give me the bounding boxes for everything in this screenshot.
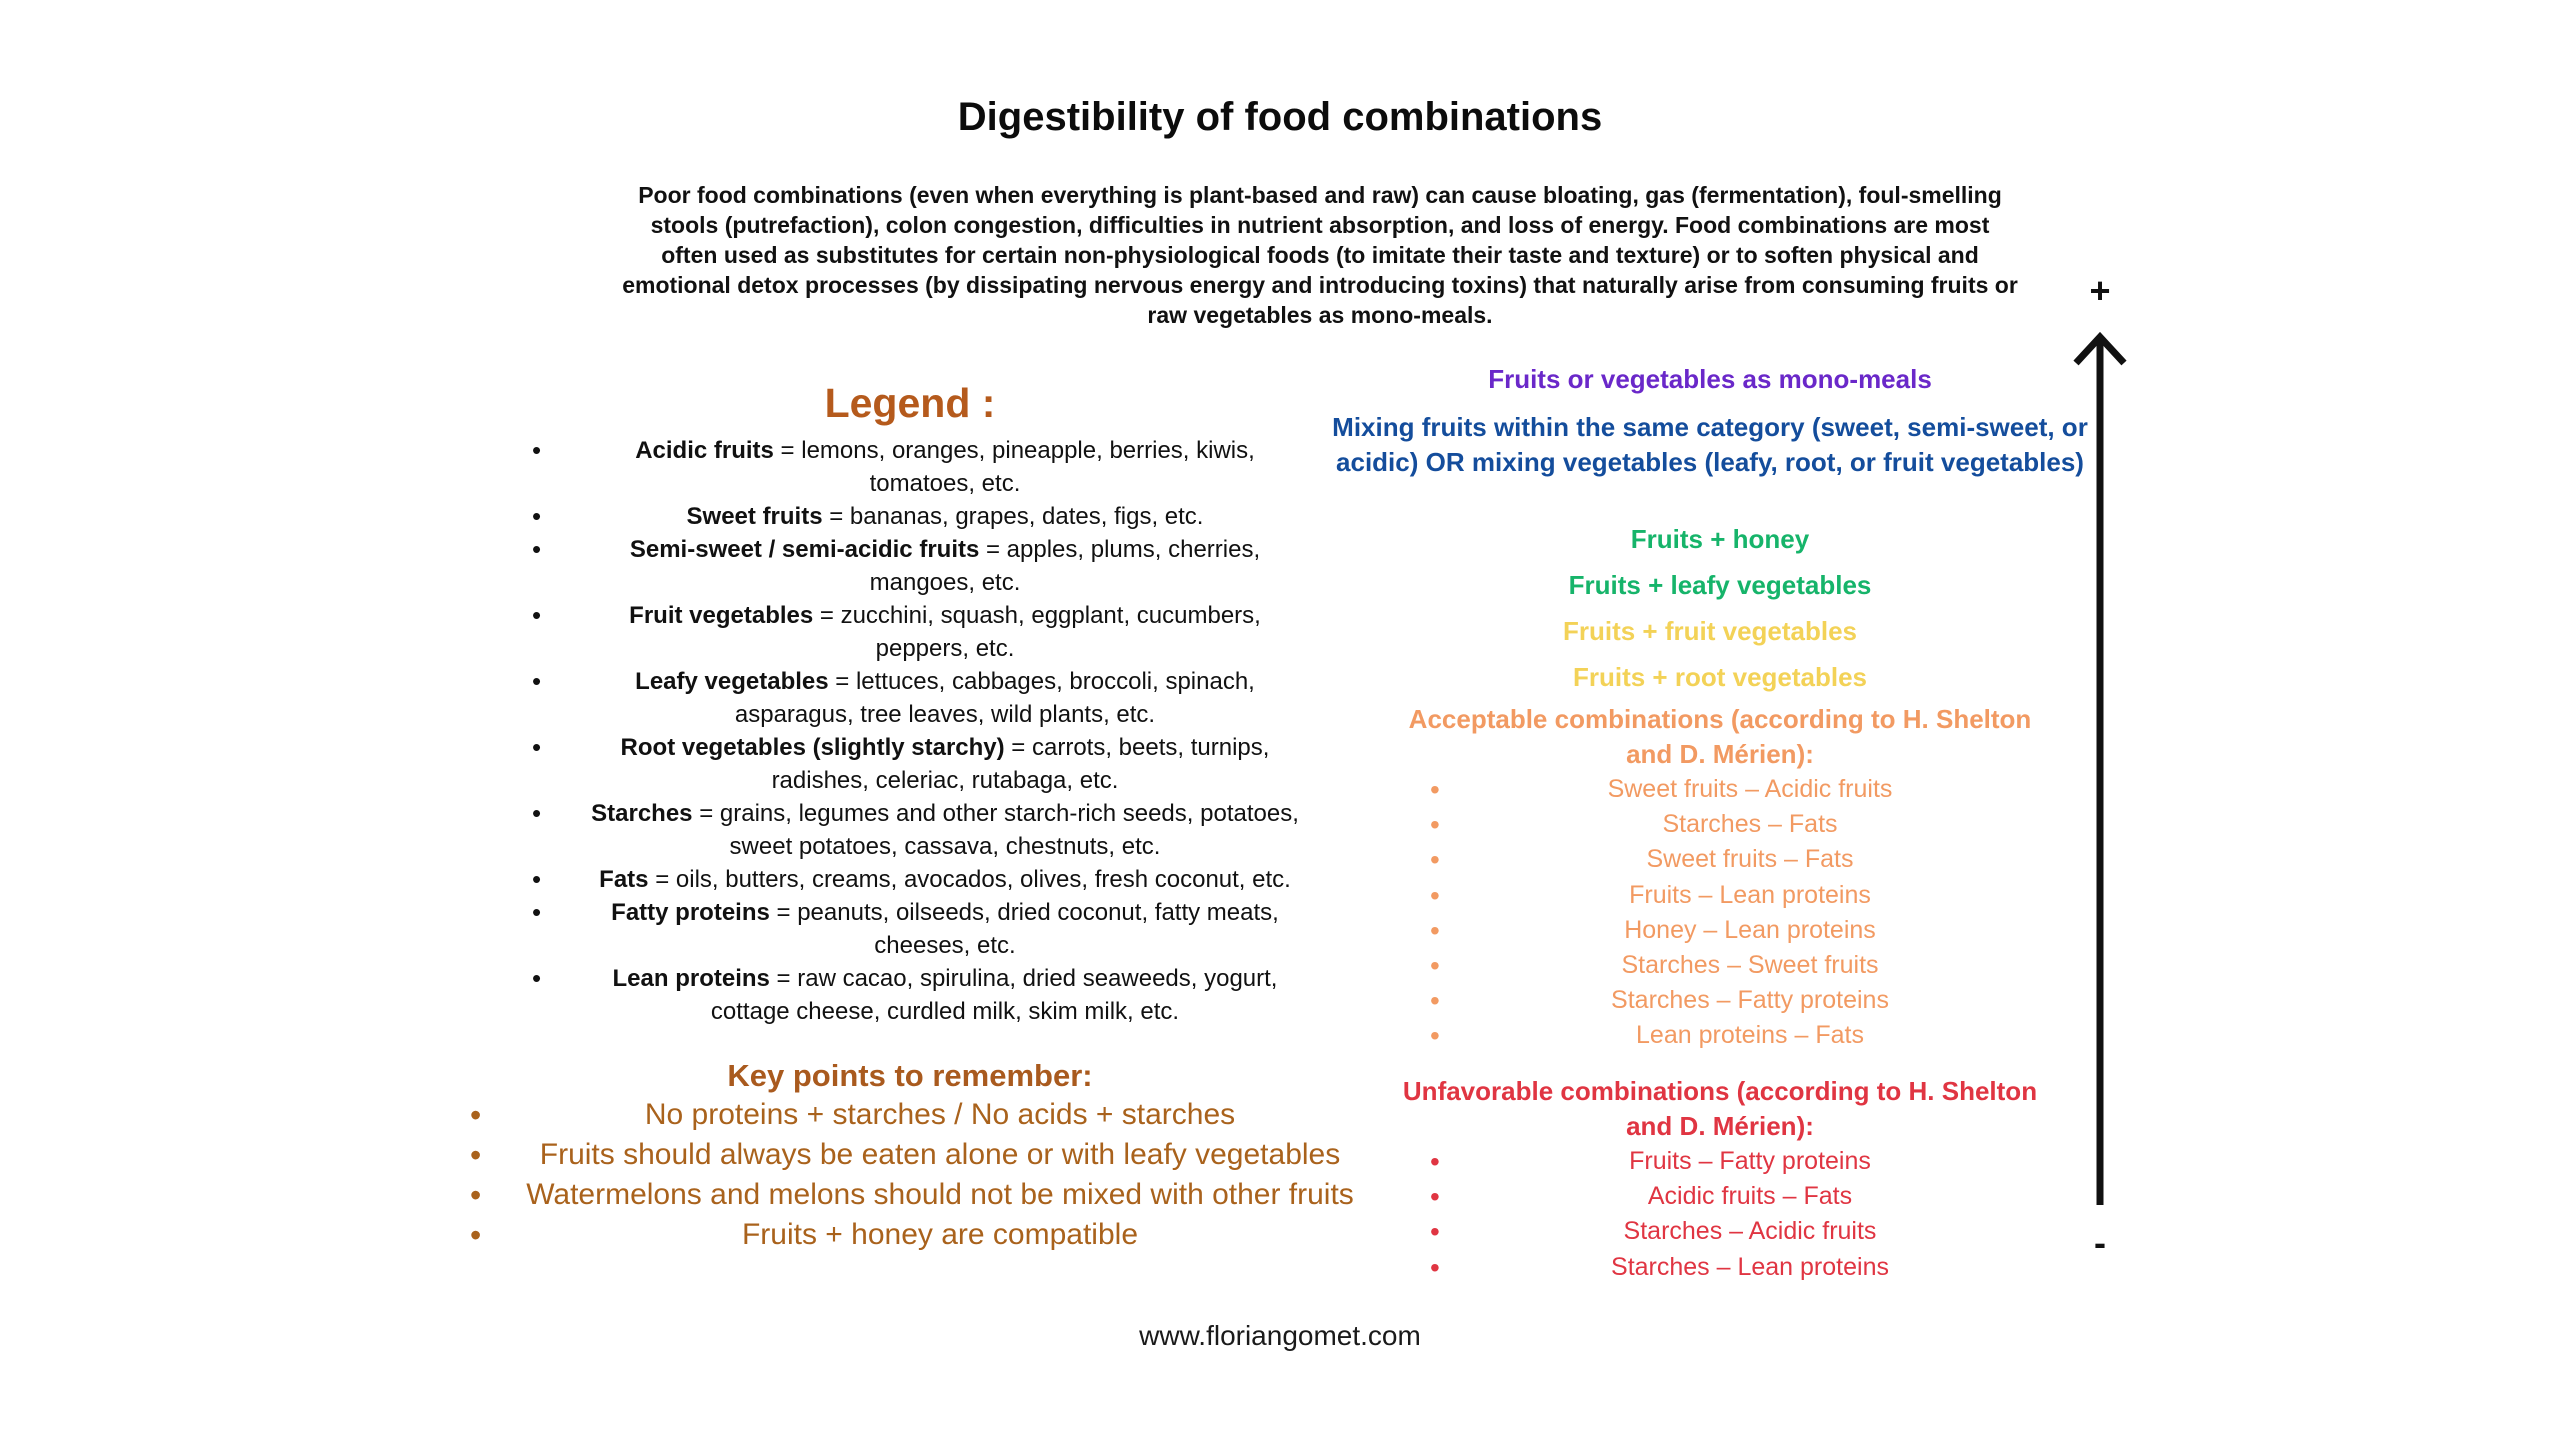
acceptable-item: • Lean proteins – Fats: [1430, 1018, 2070, 1053]
legend-term: Lean proteins: [612, 965, 770, 992]
legend-term: Fats: [599, 866, 649, 893]
legend-item: [520, 731, 1320, 797]
legend-item: [520, 797, 1320, 863]
key-points-list: [460, 1095, 1380, 1255]
page-title: Digestibility of food combinations: [957, 95, 1603, 139]
legend-term: Acidic fruits: [635, 437, 774, 464]
unfavorable-item: • Acidic fruits – Fats: [1430, 1179, 2070, 1214]
level-mono-meals: Fruits or vegetables as mono-meals: [1488, 364, 1932, 394]
legend-term: Sweet fruits: [686, 503, 823, 530]
scale-plus-sign: +: [2089, 270, 2111, 311]
legend-term: Fatty proteins: [611, 899, 770, 926]
unfavorable-item: • Fruits – Fatty proteins: [1430, 1144, 2070, 1179]
legend-desc: = bananas, grapes, dates, figs, etc.: [822, 503, 1204, 530]
legend-item: [520, 500, 1320, 533]
key-point: • Fruits + honey are compatible: [460, 1215, 1380, 1255]
acceptable-item: • Sweet fruits – Fats: [1430, 842, 2070, 877]
legend-desc: = oils, butters, creams, avocados, olives, fresh coconut, etc.: [648, 866, 1291, 893]
key-point: • No proteins + starches / No acids + starches: [460, 1095, 1380, 1135]
legend-term: Fruit vegetables: [629, 602, 814, 629]
legend-desc: = grains, legumes and other starch-rich seeds, potatoes, sweet potatoes, cassava, chestnuts, etc.: [692, 800, 1299, 860]
acceptable-item: • Starches – Sweet fruits: [1430, 948, 2070, 983]
legend-title: Legend :: [824, 380, 996, 426]
legend-item: [520, 533, 1320, 599]
key-point: • Watermelons and melons should not be mixed with other fruits: [460, 1175, 1380, 1215]
unfavorable-list: [1430, 1144, 2070, 1285]
legend-term: Leafy vegetables: [635, 668, 829, 695]
acceptable-list: [1430, 772, 2070, 1054]
unfavorable-item: • Starches – Acidic fruits: [1430, 1214, 2070, 1249]
legend-item: [520, 962, 1320, 1028]
level-fruits-fruit-veg: Fruits + fruit vegetables: [1562, 616, 1858, 646]
legend-item: [520, 665, 1320, 731]
legend-desc: = lemons, oranges, pineapple, berries, kiwis, tomatoes, etc.: [773, 437, 1255, 497]
key-point: • Fruits should always be eaten alone or with leafy vegetables: [460, 1135, 1380, 1175]
legend-list: [520, 434, 1320, 1028]
acceptable-item: • Starches – Fatty proteins: [1430, 983, 2070, 1018]
legend-term: Semi-sweet / semi-acidic fruits: [629, 536, 980, 563]
intro-paragraph: Poor food combinations (even when everything is plant-based and raw) can cause bloating, gas (fermentation), foul-smelling stools (putrefaction), colon congestion, difficulties in nutrient absorption, and loss of energy. Food combinations are most often used as substitutes for certain non-physiological foods (to imitate their taste and texture) or to soften physical and emotional detox processes (by dissipating nervous energy and introducing toxins) that naturally arise from consuming fruits or raw vegetables as mono-meals.: [622, 182, 2018, 328]
arrow-up-icon: [2070, 325, 2130, 1205]
unfavorable-title: Unfavorable combinations (according to H. Shelton and D. Mérien):: [1402, 1076, 2038, 1141]
acceptable-item: • Honey – Lean proteins: [1430, 913, 2070, 948]
footer-website: www.floriangomet.com: [1139, 1320, 1421, 1351]
level-fruits-honey: Fruits + honey: [1630, 524, 1810, 554]
acceptable-item: • Sweet fruits – Acidic fruits: [1430, 772, 2070, 807]
level-fruits-root-veg: Fruits + root vegetables: [1572, 662, 1868, 692]
legend-item: [520, 896, 1320, 962]
acceptable-title: Acceptable combinations (according to H. Shelton and D. Mérien):: [1408, 704, 2032, 769]
acceptable-item: • Fruits – Lean proteins: [1430, 878, 2070, 913]
level-fruits-leafy: Fruits + leafy vegetables: [1568, 570, 1872, 600]
level-same-category: Mixing fruits within the same category (sweet, semi-sweet, or acidic) OR mixing vegetables (leafy, root, or fruit vegetables): [1332, 412, 2088, 477]
legend-term: Starches: [591, 800, 693, 827]
legend-desc: = lettuces, cabbages, broccoli, spinach, asparagus, tree leaves, wild plants, etc.: [734, 668, 1255, 728]
unfavorable-item: • Starches – Lean proteins: [1430, 1250, 2070, 1285]
scale-minus-sign: -: [2094, 1222, 2106, 1263]
legend-desc: = apples, plums, cherries, mangoes, etc.: [869, 536, 1261, 596]
legend-desc: = carrots, beets, turnips, radishes, celeriac, rutabaga, etc.: [771, 734, 1270, 794]
legend-item: [520, 863, 1320, 896]
acceptable-item: • Starches – Fats: [1430, 807, 2070, 842]
legend-item: [520, 434, 1320, 500]
legend-desc: = zucchini, squash, eggplant, cucumbers, peppers, etc.: [813, 602, 1261, 662]
legend-desc: = raw cacao, spirulina, dried seaweeds, yogurt, cottage cheese, curdled milk, skim milk, etc.: [710, 965, 1278, 1025]
legend-term: Root vegetables (slightly starchy): [620, 734, 1005, 761]
legend-item: [520, 599, 1320, 665]
key-points-title: Key points to remember:: [727, 1058, 1093, 1093]
legend-desc: = peanuts, oilseeds, dried coconut, fatty meats, cheeses, etc.: [769, 899, 1279, 959]
